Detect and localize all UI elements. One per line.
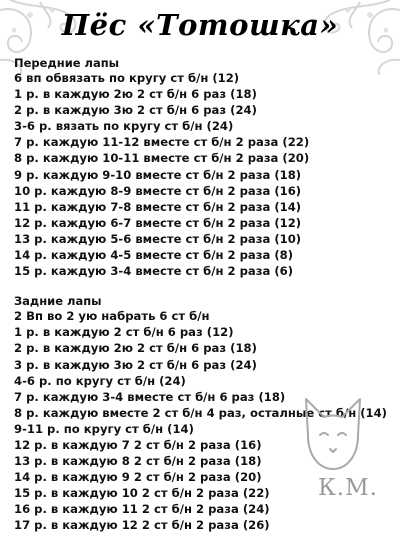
hind-paws-row: 9-11 р. по кругу ст б/н (14): [14, 421, 194, 436]
hind-paws-row: 14 р. в каждую 9 2 ст б/н 2 раза (20): [14, 470, 262, 485]
hind-paws-row: 12 р. в каждую 7 2 ст б/н 2 раза (16): [14, 437, 262, 452]
front-paws-row: 8 р. каждую 10-11 вместе ст б/н 2 раза (20): [14, 151, 310, 166]
front-paws-row: 1 р. в каждую 2ю 2 ст б/н 6 раз (18): [14, 87, 257, 102]
front-paws-row: 2 р. в каждую 3ю 2 ст б/н 6 раз (24): [14, 103, 257, 118]
front-paws-heading: Передние лапы: [14, 56, 120, 70]
hind-paws-row: 1 р. в каждую 2 ст б/н 6 раз (12): [14, 325, 234, 340]
front-paws-row: 13 р. каждую 5-6 вместе ст б/н 2 раза (10): [14, 231, 302, 246]
hind-paws-row: 8 р. каждую вместе 2 ст б/н 4 раз, осталные ст б/н (14): [14, 405, 387, 420]
author-signature: К.М.: [318, 475, 378, 501]
hind-paws-row: 2 Вп во 2 ую набрать 6 ст б/н: [14, 309, 210, 324]
hind-paws-row: 3 р. в каждую 3ю 2 ст б/н 6 раз (24): [14, 357, 257, 372]
hind-paws-row: 4-6 р. по кругу ст б/н (24): [14, 373, 186, 388]
front-paws-row: 9 р. каждую 9-10 вместе ст б/н 2 раза (18): [14, 167, 302, 182]
front-paws-row: 12 р. каждую 6-7 вместе ст б/н 2 раза (12): [14, 215, 302, 230]
hind-paws-row: 2 р. в каждую 2ю 2 ст б/н 6 раз (18): [14, 341, 257, 356]
page-title: Пёс «Тотошка»: [61, 8, 339, 42]
front-paws-row: 6 вп обвязать по кругу ст б/н (12): [14, 71, 240, 85]
hind-paws-heading: Задние лапы: [14, 294, 102, 309]
front-paws-row: 11 р. каждую 7-8 вместе ст б/н 2 раза (14): [14, 199, 302, 214]
front-paws-row: 10 р. каждую 8-9 вместе ст б/н 2 раза (16): [14, 183, 302, 198]
hind-paws-row: 17 р. в каждую 12 2 ст б/н 2 раза (26): [14, 518, 270, 533]
front-paws-row: 14 р. каждую 4-5 вместе ст б/н 2 раза (8): [14, 248, 294, 263]
cat-head-icon: [300, 395, 366, 473]
front-paws-row: 7 р. каждую 11-12 вместе ст б/н 2 раза (22): [14, 135, 310, 150]
front-paws-row: 3-6 р. вязать по кругу ст б/н (24): [14, 119, 234, 134]
hind-paws-row: 13 р. в каждую 8 2 ст б/н 2 раза (18): [14, 454, 262, 469]
hind-paws-row: 7 р. каждую 3-4 вместе ст б/н 6 раз (18): [14, 389, 286, 404]
hind-paws-row: 16 р. в каждую 11 2 ст б/н 2 раза (24): [14, 502, 270, 517]
front-paws-row: 15 р. каждую 3-4 вместе ст б/н 2 раза (6): [14, 264, 294, 279]
hind-paws-row: 15 р. в каждую 10 2 ст б/н 2 раза (22): [14, 486, 270, 501]
